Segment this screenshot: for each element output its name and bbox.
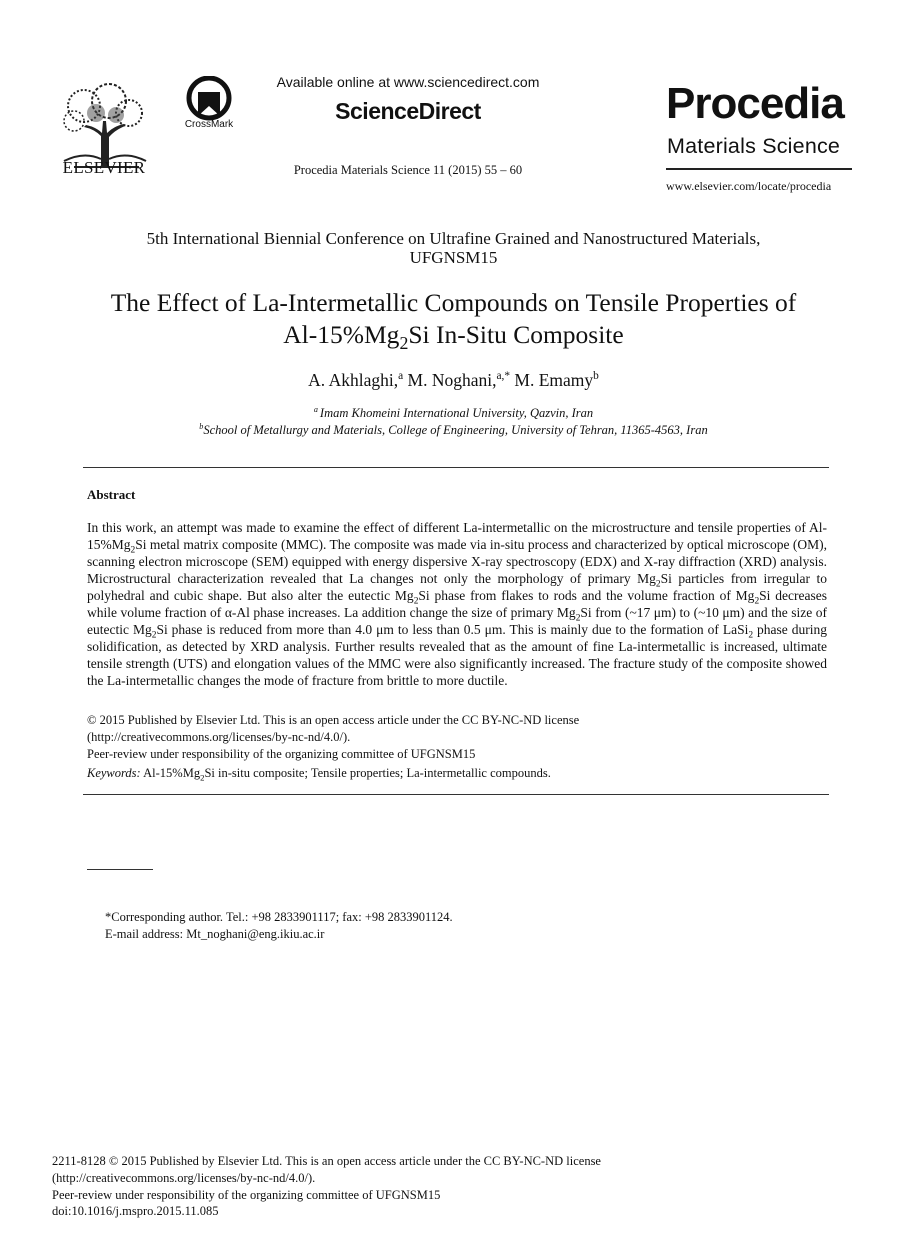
top-divider bbox=[83, 467, 829, 468]
title-line-2: $Al-15\%Mg_2Si$ In-Situ Composite bbox=[283, 320, 624, 354]
keywords-label: Keywords: bbox=[87, 766, 141, 780]
author-list: A. Akhlaghi,$^a$ M. Noghani,$^{a,*}$ M. Emamy$^b$ bbox=[308, 370, 599, 390]
publisher-name: ELSEVIER bbox=[62, 158, 146, 177]
keywords bbox=[87, 765, 827, 782]
license-link[interactable]: (http://creativecommons.org/licenses/by-nc-nd/4.0/). bbox=[87, 730, 351, 744]
journal-url[interactable]: www.elsevier.com/locate/procedia bbox=[666, 179, 832, 193]
conference-line-2: UFGNSM15 bbox=[409, 248, 498, 267]
footer-copyright: 2211-8128 © 2015 Published by Elsevier Ltd. This is an open access article under the CC BY-NC-ND license bbox=[52, 1154, 601, 1168]
peer-review-note: Peer-review under responsibility of the organizing committee of UFGNSM15 bbox=[87, 747, 476, 761]
email-address[interactable]: E-mail address: Mt_noghani@eng.ikiu.ac.ir bbox=[105, 927, 325, 941]
title-line-1: The Effect of La-Intermetallic Compounds on Tensile Properties of bbox=[110, 288, 797, 317]
affiliation-b: $^b$School of Metallurgy and Materials, College of Engineering, University of Tehran, 11365-4563, Iran bbox=[199, 421, 708, 437]
journal-name: Procedia bbox=[666, 79, 844, 128]
paper-title bbox=[40, 287, 867, 354]
copyright-notice: © 2015 Published by Elsevier Ltd. This is an open access article under the CC BY-NC-ND license bbox=[87, 713, 580, 727]
journal-divider bbox=[666, 168, 852, 170]
abstract-body: In this work, an attempt was made to examine the effect of different La-intermetallic on the microstructure and tensile properties of $Al-15\%Mg_2Si$ metal matrix composite (MMC). The composite was made via in-situ process and characterized by optical microscope (OM), scanning electron microscope (SEM) equipped with energy dispersive X-ray spectroscopy (EDX) and X-ray diffraction (XRD) analysis. Microstructural characterization revealed that La changes not only the morphology of primary $Mg_2Si$ particles from irregular to polyhedral and cubic shape. But also alter the eutectic $Mg_2Si$ phase from flakes to rods and the volume fraction of $Mg_2Si$ decreases while volume fraction of α-Al phase increases. La addition change the size of primary $Mg_2Si$ from (~17 μm) to (~10 μm) and the size of eutectic $Mg_2Si$ phase is reduced from more than 4.0 μm to less than 0.5 μm. This is mainly due to the formation of LaSi$_2$ phase during solidification, as detected by XRD analysis. Further results revealed that as the amount of fine La-intermetallic is increased, ultimate tensile strength (UTS) and elongation values of the MMC were also significantly increased. The fracture study of the composite showed the La-intermetallic changes the mode of fracture from brittle to more ductile. bbox=[87, 520, 828, 688]
journal-reference: Procedia Materials Science 11 (2015) 55 – 60 bbox=[293, 163, 523, 177]
conference-line-1: 5th International Biennial Conference on Ultrafine Grained and Nanostructured Materials, bbox=[146, 229, 761, 248]
corresponding-author: *Corresponding author. Tel.: +98 2833901117; fax: +98 2833901124. bbox=[105, 910, 453, 924]
sciencedirect-brand[interactable]: ScienceDirect bbox=[335, 98, 481, 124]
footer-license-link[interactable]: (http://creativecommons.org/licenses/by-nc-nd/4.0/). bbox=[52, 1171, 316, 1185]
keywords-list: $Al-15\%Mg_2Si$ in-situ composite; Tensile properties; La-intermetallic compounds. bbox=[140, 766, 551, 783]
conference-name bbox=[40, 229, 867, 267]
crossmark-label: CrossMark bbox=[184, 119, 234, 130]
available-online-text: Available online at www.sciencedirect.com bbox=[276, 74, 540, 90]
affiliation-a: $^a$ Imam Khomeini International University, Qazvin, Iran bbox=[313, 404, 594, 420]
footer-peer-review: Peer-review under responsibility of the organizing committee of UFGNSM15 bbox=[52, 1188, 441, 1202]
footer-doi[interactable]: doi:10.1016/j.mspro.2015.11.085 bbox=[52, 1204, 219, 1218]
bottom-divider bbox=[83, 794, 829, 795]
journal-subtitle: Materials Science bbox=[667, 134, 841, 158]
footnote-divider bbox=[87, 869, 153, 870]
abstract-heading: Abstract bbox=[87, 487, 136, 502]
